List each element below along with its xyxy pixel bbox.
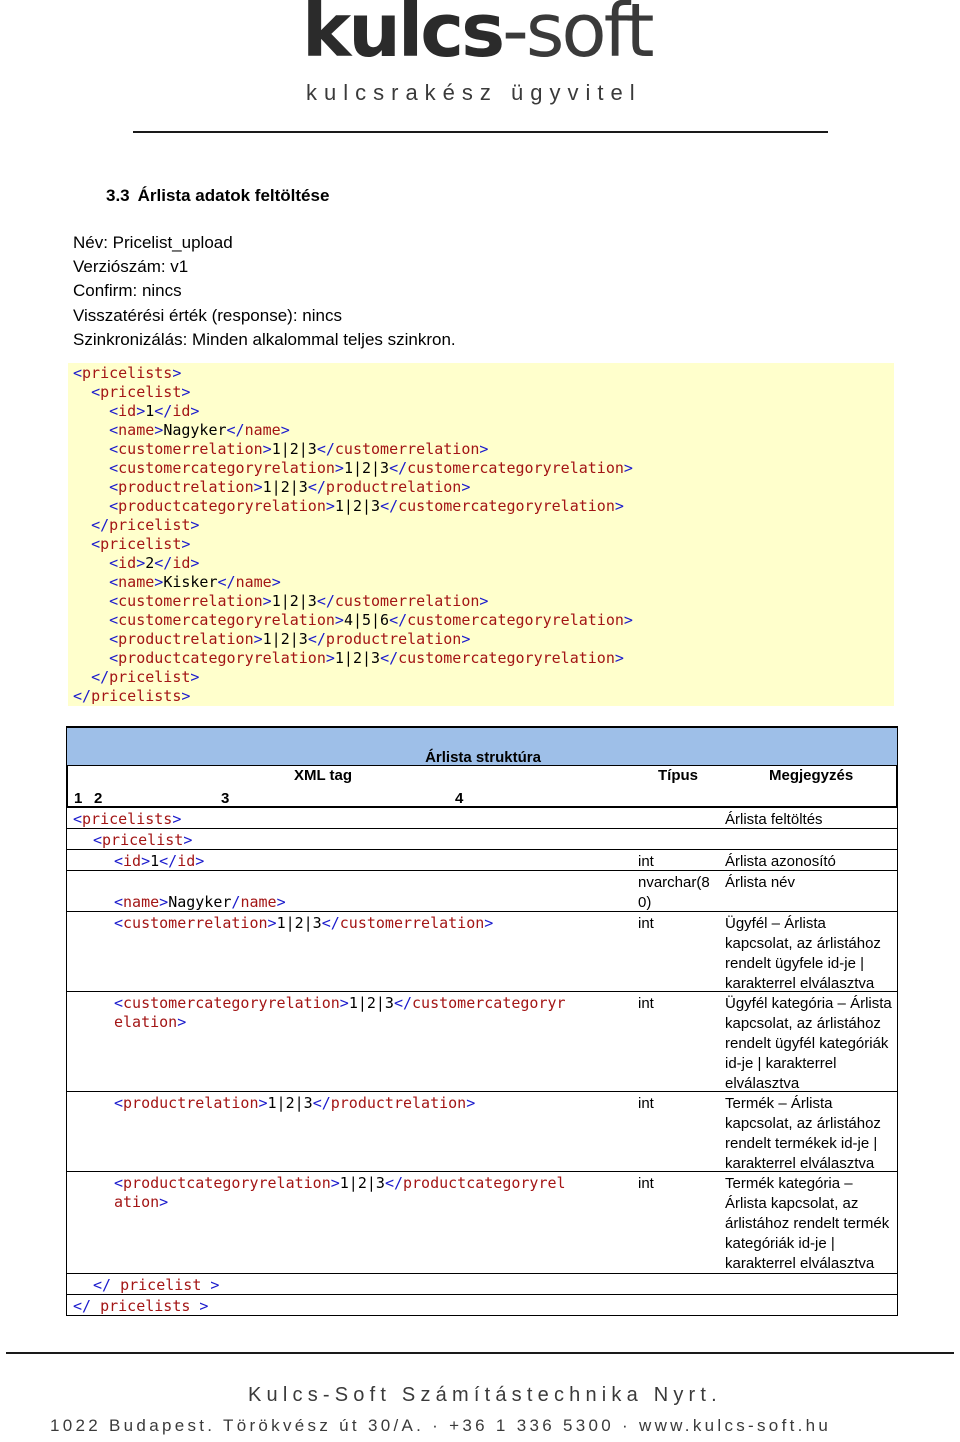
xml-line [73, 421, 633, 440]
table-column-header [66, 766, 898, 808]
row-xml-part: productcategoryrelation [123, 1174, 331, 1192]
xml-line [73, 535, 633, 554]
row-xml-line [114, 1174, 566, 1193]
row-xml-part: </ [93, 1276, 121, 1294]
xml-line [73, 573, 633, 592]
company-logo [302, 0, 652, 108]
xml-indent [73, 402, 109, 420]
xml-open-tag: </pricelists> [73, 687, 191, 705]
xml-line [73, 668, 633, 687]
row-xml-part: > [177, 1013, 187, 1031]
row-xml-part: </ [159, 852, 178, 870]
xml-value: 2 [145, 554, 155, 572]
xml-close-tag: </customercategoryrelation> [389, 459, 633, 477]
row-xml-line [114, 914, 493, 933]
column-xml-tag: XML tag [294, 767, 353, 784]
xml-line [73, 364, 633, 383]
xml-close-tag: </id> [154, 554, 200, 572]
xml-line [73, 592, 633, 611]
row-xml-part: > [276, 893, 286, 911]
table-row [66, 808, 898, 829]
row-xml-tag [93, 831, 192, 850]
row-xml-line [114, 852, 204, 871]
row-xml-part: productcategoryrel [403, 1174, 566, 1192]
row-xml-line [114, 1013, 566, 1032]
table-row [66, 912, 898, 992]
xml-indent [73, 383, 91, 401]
row-xml-part: 1|2|3 [267, 1094, 313, 1112]
xml-open-tag: <customercategoryrelation> [109, 611, 344, 629]
xml-close-tag: </customercategoryrelation> [380, 497, 624, 515]
xml-open-tag: <customercategoryrelation> [109, 459, 344, 477]
row-note: Ügyfél – Árlista kapcsolat, az árlistához rendelt ügyfele id-je | karakterrel elválasztva [725, 915, 881, 992]
xml-indent [73, 440, 109, 458]
row-xml-part: </ [73, 1297, 101, 1315]
column-type: Típus [658, 767, 698, 784]
xml-line [73, 497, 633, 516]
row-xml-tag [93, 1276, 219, 1295]
xml-open-tag: <id> [109, 554, 146, 572]
table-row [66, 992, 898, 1092]
logo-brand-light: -soft [502, 0, 652, 74]
row-xml-part: > [484, 914, 494, 932]
row-xml-tag [114, 852, 204, 871]
xml-close-tag: </id> [154, 402, 200, 420]
row-note: Árlista azonosító [725, 853, 836, 870]
row-xml-part: > [339, 994, 349, 1012]
xml-open-tag: <id> [109, 402, 146, 420]
row-xml-part: > [201, 1276, 220, 1294]
row-xml-part: < [114, 914, 124, 932]
xml-close-tag: </customercategoryrelation> [380, 649, 624, 667]
row-xml-part: elation [114, 1013, 178, 1031]
row-xml-part: > [159, 893, 169, 911]
row-note: Termék kategória – Árlista kapcsolat, az árlistához rendelt termék kategóriák id-je | karakterrel elválasztva [725, 1175, 890, 1272]
logo-brand-bold: kulcs [302, 0, 503, 74]
row-xml-part: 1 [150, 852, 160, 870]
row-xml-part: </ [321, 914, 340, 932]
xml-example-block [68, 363, 894, 706]
xml-line [73, 516, 633, 535]
row-xml-part: < [114, 893, 124, 911]
level-3-label: 3 [221, 790, 230, 807]
xml-open-tag: <name> [109, 573, 164, 591]
row-xml-part: productrelation [123, 1094, 259, 1112]
xml-open-tag: <productcategoryrelation> [109, 649, 335, 667]
xml-indent [73, 497, 109, 515]
section-heading [106, 186, 337, 206]
xml-open-tag: </pricelist> [91, 516, 200, 534]
table-row [66, 871, 898, 912]
xml-value: 1|2|3 [343, 459, 390, 477]
row-xml-part: customerrelation [123, 914, 268, 932]
header-divider [133, 131, 828, 133]
meta-confirm: Confirm: nincs [73, 281, 182, 301]
xml-open-tag: <customerrelation> [109, 440, 272, 458]
row-xml-part: > [195, 852, 205, 870]
row-type: int [638, 995, 654, 1012]
row-xml-tag [114, 994, 566, 1032]
row-xml-part: > [267, 914, 277, 932]
table-row [66, 850, 898, 871]
row-xml-part: / [231, 893, 241, 911]
row-xml-part: </ [312, 1094, 331, 1112]
xml-line [73, 649, 633, 668]
row-xml-part: > [141, 852, 151, 870]
row-xml-part: < [93, 831, 103, 849]
xml-close-tag: </name> [226, 421, 290, 439]
row-xml-part: > [159, 1193, 169, 1211]
table-title: Árlista struktúra [425, 749, 541, 766]
row-xml-part: 1|2|3 [339, 1174, 385, 1192]
row-xml-line [93, 831, 192, 850]
row-xml-tag [73, 810, 181, 829]
xml-indent [73, 630, 109, 648]
row-xml-part: 1|2|3 [348, 994, 394, 1012]
row-xml-part: pricelist [102, 831, 184, 849]
xml-indent [73, 421, 109, 439]
row-xml-part: < [114, 852, 124, 870]
row-xml-part: < [114, 1174, 124, 1192]
footer-contact: 1022 Budapest. Törökvész út 30/A. · +36 1 336 5300 · www.kulcs-soft.hu [50, 1416, 832, 1435]
row-xml-part: name [240, 893, 277, 911]
xml-close-tag: </customerrelation> [316, 440, 489, 458]
xml-indent [73, 516, 91, 534]
xml-value: 1|2|3 [334, 497, 381, 515]
table-row [66, 1274, 898, 1295]
row-xml-part: < [114, 1094, 124, 1112]
xml-line [73, 478, 633, 497]
xml-value: Kisker [163, 573, 218, 591]
xml-open-tag: <customerrelation> [109, 592, 272, 610]
xml-indent [73, 573, 109, 591]
row-xml-part: > [330, 1174, 340, 1192]
table-row [66, 1172, 898, 1274]
xml-indent [73, 459, 109, 477]
xml-indent [73, 592, 109, 610]
row-xml-line [114, 994, 566, 1013]
endpoint-meta [73, 231, 456, 352]
column-note: Megjegyzés [769, 767, 854, 784]
row-type: int [638, 915, 654, 932]
xml-value: Nagyker [163, 421, 227, 439]
row-xml-part: > [258, 1094, 268, 1112]
xml-value: 1|2|3 [334, 649, 381, 667]
level-1-label: 1 [74, 790, 83, 807]
xml-indent [73, 649, 109, 667]
xml-close-tag: </name> [217, 573, 281, 591]
xml-line [73, 459, 633, 478]
row-type: int [638, 1175, 654, 1192]
xml-value: 1|2|3 [262, 478, 308, 496]
row-xml-part: > [466, 1094, 476, 1112]
footer-company: Kulcs-Soft Számítástechnika Nyrt. [248, 1384, 722, 1406]
xml-close-tag: </productrelation> [307, 630, 471, 648]
xml-open-tag: <productrelation> [109, 478, 263, 496]
table-row [66, 829, 898, 850]
table-row [66, 1295, 898, 1316]
row-xml-part: < [114, 994, 124, 1012]
row-type: int [638, 853, 654, 870]
row-type: int [638, 1095, 654, 1112]
row-xml-part: 1|2|3 [276, 914, 322, 932]
xml-close-tag: </customercategoryrelation> [389, 611, 633, 629]
row-note: Termék – Árlista kapcsolat, az árlistához rendelt termékek id-je | karakterrel elválasztva [725, 1095, 881, 1172]
row-xml-part: productrelation [330, 1094, 467, 1112]
row-xml-line [73, 1297, 208, 1316]
row-xml-tag [114, 914, 493, 933]
xml-open-tag: <pricelist> [91, 383, 191, 401]
logo-tagline: kulcsrakész ügyvitel [306, 80, 642, 105]
row-xml-part: customercategoryrelation [123, 994, 340, 1012]
row-xml-part: id [177, 852, 196, 870]
structure-table [66, 726, 898, 1316]
row-xml-part: id [123, 852, 142, 870]
row-xml-tag [114, 1174, 566, 1212]
row-xml-tag [73, 1297, 208, 1316]
xml-value: 4|5|6 [343, 611, 390, 629]
footer-divider [6, 1352, 954, 1354]
xml-value: 1|2|3 [271, 592, 317, 610]
row-xml-part: pricelist [120, 1276, 202, 1294]
row-xml-part: ation [114, 1193, 160, 1211]
xml-line [73, 554, 633, 573]
xml-line [73, 687, 633, 706]
xml-open-tag: <pricelist> [91, 535, 191, 553]
row-xml-line [114, 893, 286, 912]
row-xml-part: customerrelation [339, 914, 485, 932]
row-xml-line [114, 1193, 566, 1212]
xml-open-tag: </pricelist> [91, 668, 200, 686]
xml-line [73, 611, 633, 630]
section-number: 3.3 [106, 186, 130, 205]
xml-indent [73, 478, 109, 496]
row-xml-part: customercategoryr [412, 994, 566, 1012]
row-xml-part: > [190, 1297, 209, 1315]
row-xml-line [114, 1094, 475, 1113]
xml-close-tag: </productrelation> [307, 478, 471, 496]
xml-open-tag: <productcategoryrelation> [109, 497, 335, 515]
xml-line [73, 630, 633, 649]
row-xml-part: > [172, 810, 182, 828]
table-title-bar [66, 726, 898, 766]
row-xml-part: > [183, 831, 193, 849]
xml-open-tag: <name> [109, 421, 164, 439]
row-note: Ügyfél kategória – Árlista kapcsolat, az árlistához rendelt ügyfél kategóriák id-je | karakterrel elválasztva [725, 995, 892, 1092]
meta-response: Visszatérési érték (response): nincs [73, 305, 342, 325]
xml-indent [73, 611, 109, 629]
table-row [66, 1092, 898, 1172]
row-xml-part: Nagyker [168, 893, 232, 911]
level-2-label: 2 [94, 790, 103, 807]
row-type: nvarchar(8 0) [638, 874, 710, 911]
xml-line [73, 383, 633, 402]
meta-name: Név: Pricelist_upload [73, 233, 233, 252]
row-xml-part: pricelists [100, 1297, 191, 1315]
xml-open-tag: <productrelation> [109, 630, 263, 648]
row-note: Árlista feltöltés [725, 811, 823, 828]
section-title: Árlista adatok feltöltése [137, 186, 330, 205]
logo-wordmark [302, 0, 651, 74]
row-xml-tag [114, 893, 286, 912]
xml-line [73, 440, 633, 459]
row-note: Árlista név [725, 874, 796, 891]
row-xml-part: name [123, 893, 160, 911]
xml-indent [73, 554, 109, 572]
xml-close-tag: </customerrelation> [316, 592, 489, 610]
xml-indent [73, 668, 91, 686]
meta-version: Verziószám: v1 [73, 257, 189, 277]
level-4-label: 4 [455, 790, 464, 807]
row-xml-part: </ [393, 994, 413, 1012]
row-xml-part: < [73, 810, 83, 828]
xml-value: 1 [145, 402, 155, 420]
xml-indent [73, 535, 91, 553]
row-xml-part: </ [384, 1174, 403, 1192]
row-xml-tag [114, 1094, 475, 1113]
row-xml-line [73, 810, 181, 829]
meta-sync: Szinkronizálás: Minden alkalommal teljes szinkron. [73, 329, 456, 349]
xml-value: 1|2|3 [262, 630, 308, 648]
row-xml-part: pricelists [82, 810, 173, 828]
xml-line [73, 402, 633, 421]
xml-open-tag: <pricelists> [73, 364, 182, 382]
xml-example-lines [73, 364, 633, 706]
row-xml-line [93, 1276, 219, 1295]
xml-value: 1|2|3 [271, 440, 317, 458]
